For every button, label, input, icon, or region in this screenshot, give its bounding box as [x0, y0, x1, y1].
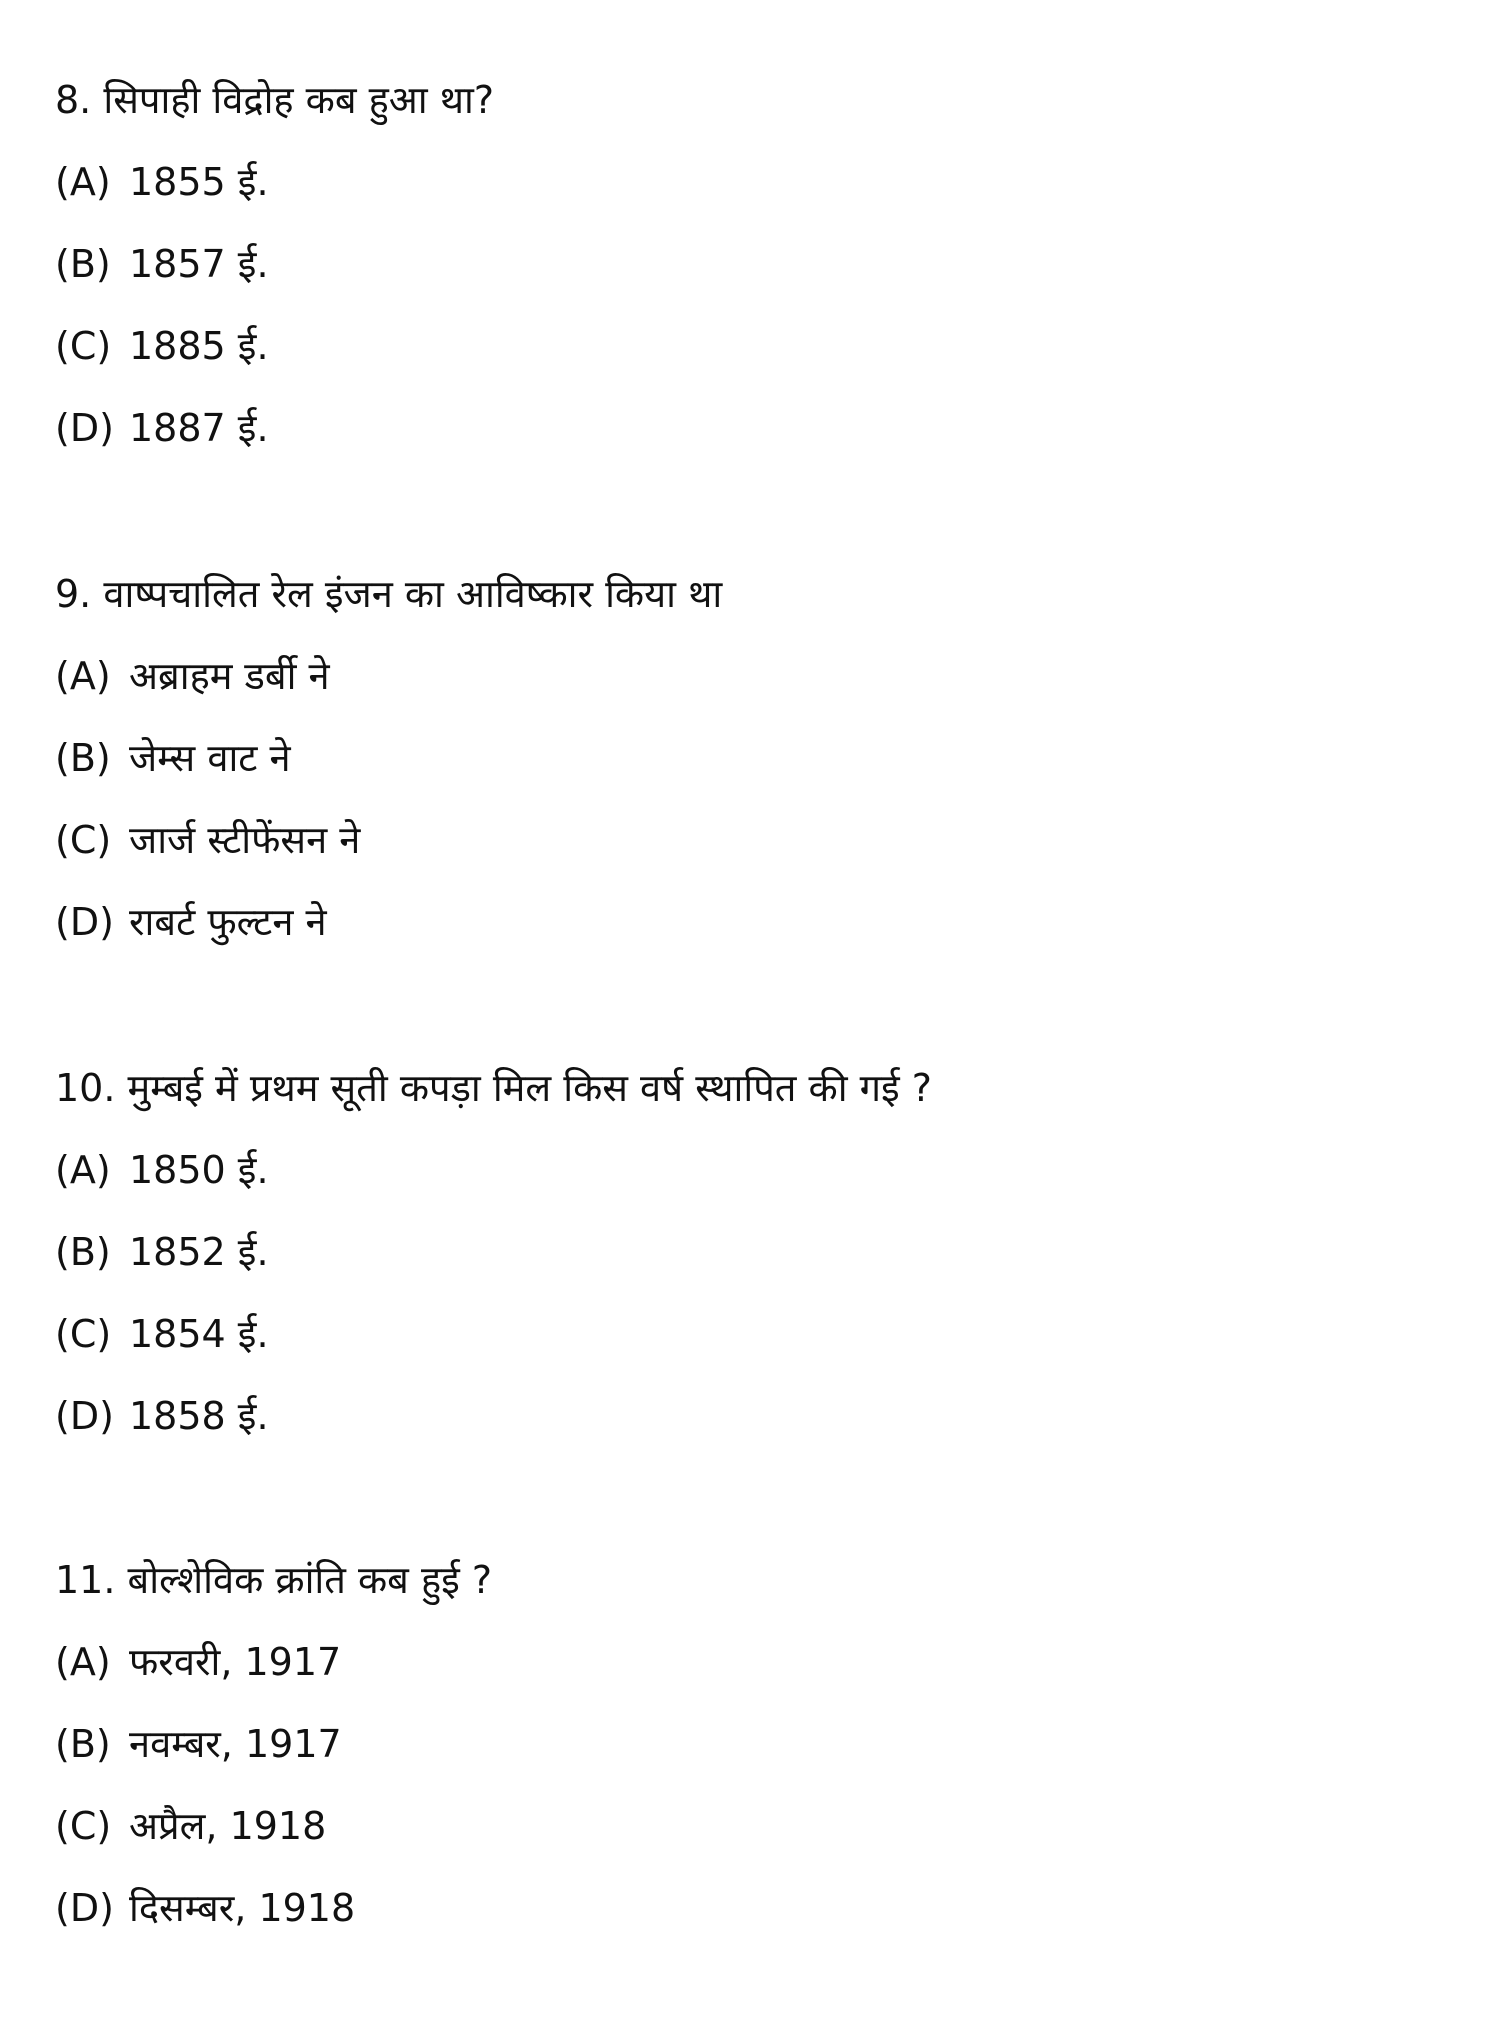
option-list [55, 158, 1455, 452]
question-body: बोल्शेविक क्रांति कब हुई ? [127, 1558, 493, 1602]
option-d [55, 1884, 1455, 1932]
question-text [55, 570, 1455, 618]
option-label: (D) [55, 900, 114, 944]
option-c [55, 816, 1455, 864]
option-text: दिसम्बर, 1918 [129, 1886, 356, 1930]
option-label: (A) [55, 1640, 111, 1684]
option-list [55, 1638, 1455, 1932]
question-text [55, 1064, 1455, 1112]
option-label: (C) [55, 1312, 112, 1356]
option-text: 1857 ई. [129, 242, 269, 286]
option-text: अप्रैल, 1918 [129, 1804, 327, 1848]
option-text: नवम्बर, 1917 [129, 1722, 342, 1766]
option-text: राबर्ट फुल्टन ने [129, 900, 327, 944]
option-b [55, 240, 1455, 288]
question-9 [55, 570, 1455, 946]
question-10 [55, 1064, 1455, 1440]
question-number: 11. [55, 1558, 116, 1602]
option-d [55, 404, 1455, 452]
option-c [55, 1802, 1455, 1850]
option-list [55, 652, 1455, 946]
option-b [55, 734, 1455, 782]
option-label: (D) [55, 1886, 114, 1930]
option-c [55, 322, 1455, 370]
option-list [55, 1146, 1455, 1440]
option-label: (B) [55, 242, 111, 286]
option-a [55, 1146, 1455, 1194]
option-text: 1852 ई. [129, 1230, 269, 1274]
option-text: 1885 ई. [129, 324, 269, 368]
option-label: (A) [55, 1148, 111, 1192]
option-b [55, 1228, 1455, 1276]
question-body: वाष्पचालित रेल इंजन का आविष्कार किया था [103, 572, 723, 616]
option-text: 1858 ई. [129, 1394, 269, 1438]
question-body: सिपाही विद्रोह कब हुआ था? [103, 78, 495, 122]
option-d [55, 898, 1455, 946]
option-text: 1850 ई. [129, 1148, 269, 1192]
question-number: 8. [55, 78, 92, 122]
option-text: 1854 ई. [129, 1312, 269, 1356]
option-label: (B) [55, 1722, 111, 1766]
question-text [55, 1556, 1455, 1604]
question-8 [55, 76, 1455, 452]
option-a [55, 652, 1455, 700]
question-text [55, 76, 1455, 124]
option-label: (A) [55, 160, 111, 204]
option-text: 1855 ई. [129, 160, 269, 204]
option-label: (C) [55, 324, 112, 368]
option-label: (D) [55, 1394, 114, 1438]
option-c [55, 1310, 1455, 1358]
option-label: (D) [55, 406, 114, 450]
option-label: (C) [55, 818, 112, 862]
option-a [55, 1638, 1455, 1686]
option-d [55, 1392, 1455, 1440]
option-text: 1887 ई. [129, 406, 269, 450]
option-label: (B) [55, 1230, 111, 1274]
question-11 [55, 1556, 1455, 1932]
option-label: (C) [55, 1804, 112, 1848]
option-text: फरवरी, 1917 [129, 1640, 342, 1684]
option-label: (A) [55, 654, 111, 698]
option-text: अब्राहम डर्बी ने [129, 654, 330, 698]
option-text: जेम्स वाट ने [129, 736, 291, 780]
option-text: जार्ज स्टीफेंसन ने [129, 818, 361, 862]
question-number: 10. [55, 1066, 116, 1110]
option-b [55, 1720, 1455, 1768]
option-label: (B) [55, 736, 111, 780]
question-number: 9. [55, 572, 92, 616]
option-a [55, 158, 1455, 206]
question-body: मुम्बई में प्रथम सूती कपड़ा मिल किस वर्ष स्थापित की गई ? [127, 1066, 932, 1110]
